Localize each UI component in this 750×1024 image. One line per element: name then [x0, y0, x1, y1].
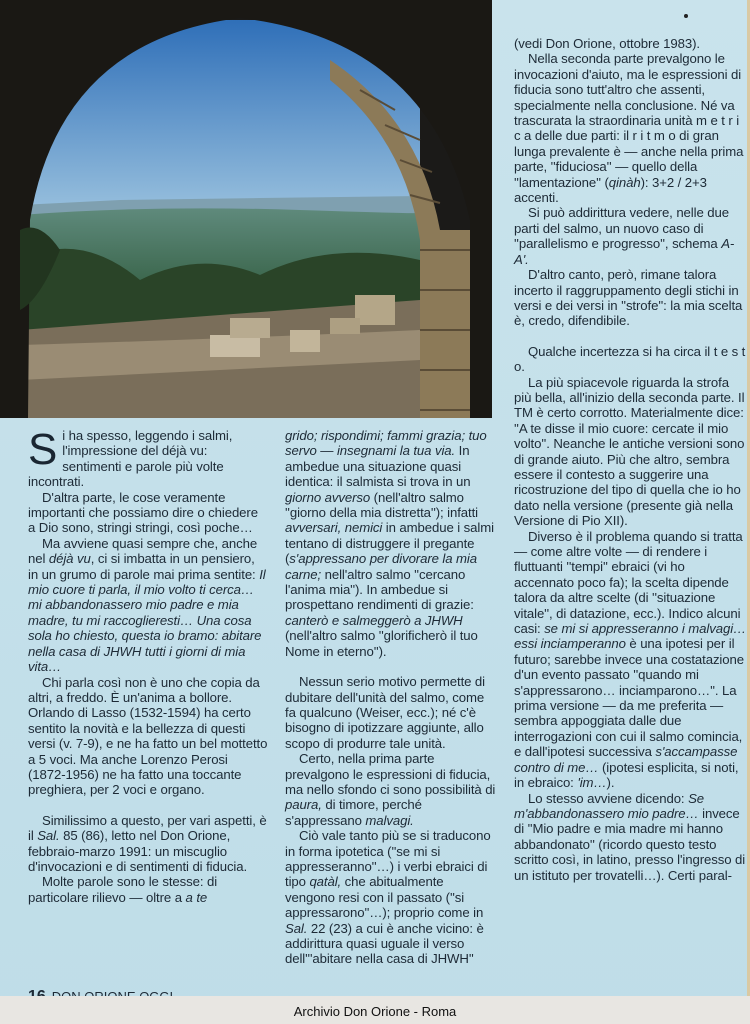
paragraph: D'altro canto, però, rimane talora incerto il raggruppamento degli stichi in versi e dei versi in ''strofe'': la mia scelta è, credo, difendibile.	[514, 267, 743, 329]
paragraph: Si può addirittura vedere, nelle due parti del salmo, un nuovo caso di ''parallelismo e progresso'', schema A-A'.	[514, 205, 735, 267]
paragraph: Certo, nella prima parte prevalgono le espressioni di fiducia, ma nello sfondo ci sono possibilità di paura, di timore, perché s'appressano malvagi.	[285, 751, 496, 828]
paragraph: Nella seconda parte prevalgono le invocazioni d'aiuto, ma le espressioni di fiducia sono tutt'altro che assenti, specialmente nella conclusione. Né va trascurata la straordinaria unità m e t r i c a delle due parti: il r i t m o di gran lunga prevalente è — anche nella prima parte, ''fiduciosa'' — quello della ''lamentazione'' (qinàh): 3+2 / 2+3 accenti.	[514, 51, 744, 206]
paragraph: Qualche incertezza si ha circa il t e s t o.	[514, 343, 746, 375]
paragraph: Chi parla così non è uno che copia da altri, a freddo. È un'anima a bollore. Orlando di Lasso (1532-1594) ha certo sentito la novità e la bellezza di questi versi (v. 7-9), e ne ha fatto un bel mottetto a 5 voci. Ma anche Lorenzo Perosi (1872-1956) ne ha fatto una toccante preghiera, per 2 voci e organo.	[28, 674, 268, 798]
paragraph-intro: Si ha spesso, leggendo i salmi, l'impressione del déjà vu: sentimenti e parole più volte incontrati.	[28, 425, 233, 490]
paragraph: (vedi Don Orione, ottobre 1983).	[514, 36, 700, 51]
paragraph: grido; rispondimi; fammi grazia; tuo servo — insegnami la tua via. In ambedue una situazione quasi identica: il salmista si trova in un giorno avverso (nell'altro salmo ''giorno della mia distretta''); infatti avversari, nemici in ambedue i salmi tentano di distruggere il pregante (s'appressano per divorare la mia carne; nell'altro salmo ''cercano l'anima mia''). In ambedue si prospettano rendimenti di grazie: canterò e salmeggerò a JHWH (nell'altro salmo ''glorificherò il tuo Nome in eterno'').	[285, 428, 494, 659]
paragraph: Ciò vale tanto più se si traducono in forma ipotetica (''se mi si appresseranno''…) i verbi ebraici di tipo qatàl, che abitualmente vengono resi con il passato (''si appressarono''…); proprio come in Sal. 22 (23) a cui è anche vicino: è addirittura quasi uguale il verso dell'''abitare nella casa di JHWH''	[285, 828, 491, 967]
paragraph: Molte parole sono le stesse: di particolare rilievo — oltre a a te	[28, 874, 218, 905]
archive-label: Archivio Don Orione - Roma	[293, 1004, 457, 1019]
paragraph: Diverso è il problema quando si tratta — come altre volte — di rendere i fluttuanti ''tempi'' ebraici (vi ho accennato poco fa); la scelta dipende talora da altre scelte (di ''situazione vitale'', di datazione, ecc.). Indico alcuni casi: se mi si appresseranno i malvagi… essi inciamperanno è una ipotesi per il futuro; sarebbe invece una costatazione d'un evento passato ''quando mi s'appressarono… inciamparono…''. La prima versione — da me preferita — sembra appoggiata dalle due interrogazioni con cui il salmo comincia, e dall'ipotesi successiva s'accampasse contro di me… (ipotesi esplicita, si noti, in ebraico: 'im…).	[514, 528, 747, 791]
paragraph: Ma avviene quasi sempre che, anche nel déjà vu, ci si imbatta in un pensiero, in un grumo di parole mai prima sentite: Il mio cuore ti parla, il mio volto ti cerca… mi abbandonassero mio padre e mia madre, tu mi raccoglieresti… Una cosa sola ho chiesto, questa io bramo: abitare nella casa di JHWH tutti i giorni di mia vita…	[28, 535, 266, 675]
archway-landscape-illustration	[0, 0, 492, 418]
paragraph: Similissimo a questo, per vari aspetti, è il Sal. 85 (86), letto nel Don Orione, febbraio-marzo 1991: un miscuglio d'invocazioni e di sentimenti di fiducia.	[28, 812, 267, 874]
paragraph: La più spiacevole riguarda la strofa più bella, all'inizio della seconda parte. Il TM è certo corrotto. Materialmente dice: ''A te disse il mio cuore: cercate il mio volto''. Neanche le antiche versioni sono di grande aiuto. Più che altro, sembra essere il contesto a suggerire una ricostruzione del tipo di quella che io ho dato nella versione (presente già nella Versione di Pio XII).	[514, 374, 745, 529]
ink-dot	[684, 14, 688, 18]
paragraph: Lo stesso avviene dicendo: Se m'abbandonassero mio padre… invece di ''Mio padre e mia madre mi hanno abbandonato'' (ricordo questo testo scritto così, in latino, presso l'ingresso di un istituto per trovatelli…). Certi paral-	[514, 790, 746, 883]
right-column	[514, 36, 747, 883]
middle-column	[285, 428, 496, 967]
drop-cap: S	[28, 425, 58, 474]
left-column	[28, 425, 268, 905]
paragraph: D'altra parte, le cose veramente importanti che possiamo dire o chiedere a Dio sono, stringi stringi, così poche…	[28, 489, 258, 536]
archway-photo	[0, 0, 492, 418]
paragraph: Nessun serio motivo permette di dubitare dell'unità del salmo, come fa qualcuno (Weiser, ecc.); né c'è bisogno di ipotizzare aggiunte, allo scopo di produrre tale unità.	[285, 674, 486, 751]
